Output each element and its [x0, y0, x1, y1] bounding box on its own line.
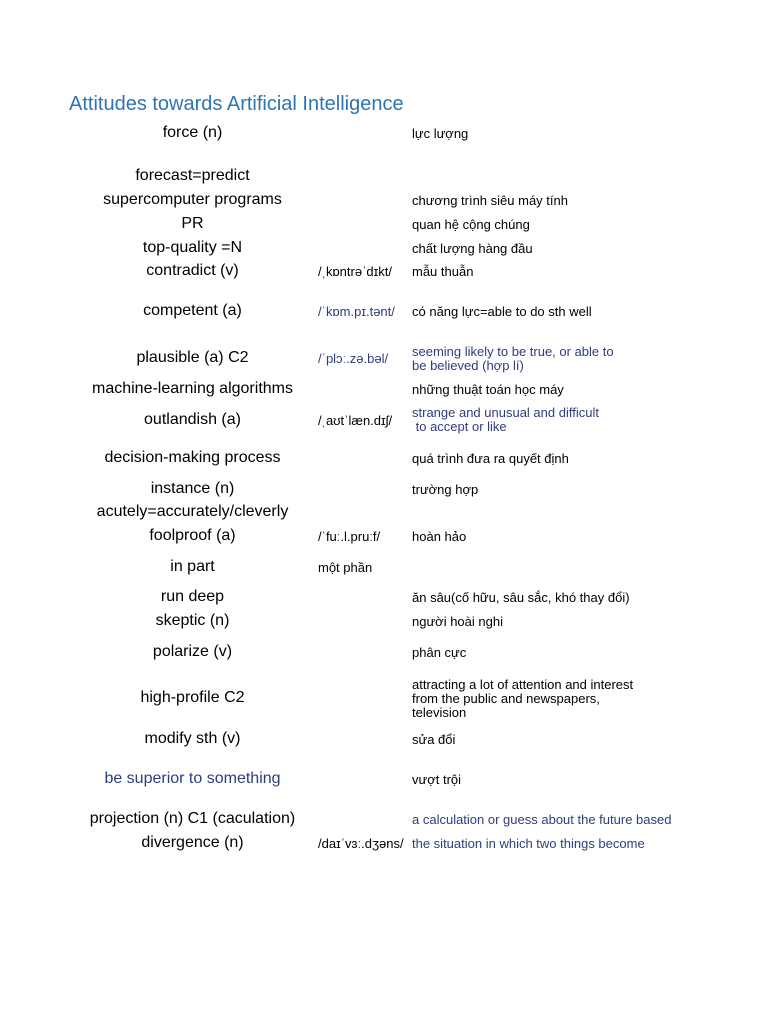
meaning: [412, 406, 643, 434]
meaning: [412, 530, 643, 544]
term: polarize (v): [152, 643, 233, 660]
phonetic: /ˈplɔː.zə.bəl/: [318, 351, 389, 366]
meaning-line: người hoài nghi: [412, 614, 503, 629]
phonetic: /ˌkɒntrəˈdɪkt/: [318, 264, 392, 279]
term: forecast=predict: [135, 167, 250, 184]
meaning-line: attracting a lot of attention and interest: [412, 677, 634, 692]
meaning-line: ăn sâu(cố hữu, sâu sắc, khó thay đổi): [412, 590, 630, 605]
meaning: [412, 265, 643, 279]
term: supercomputer programs: [103, 191, 282, 208]
meaning: [412, 127, 643, 141]
meaning: [412, 345, 643, 373]
meaning-line: the situation in which two things become: [412, 836, 645, 851]
meaning-line: strange and unusual and difficult: [412, 405, 599, 420]
meaning-line: quá trình đưa ra quyết định: [412, 451, 569, 466]
meaning: [412, 242, 643, 256]
term: instance (n): [150, 480, 235, 497]
phonetic: /daɪˈvɜː.dʒəns/: [318, 836, 404, 851]
term: divergence (n): [141, 834, 244, 851]
meaning: [412, 591, 643, 605]
term: projection (n) C1 (caculation): [89, 810, 296, 827]
meaning-line: phân cực: [412, 645, 467, 660]
meaning-line: những thuật toán học máy: [412, 382, 564, 397]
term: acutely=accurately/cleverly: [96, 503, 289, 520]
meaning-line: be believed (hợp lí): [412, 358, 524, 373]
term: contradict (v): [146, 262, 239, 279]
meaning-line: quan hệ cộng chúng: [412, 217, 530, 232]
meaning-line: hoàn hảo: [412, 529, 467, 544]
meaning: [412, 218, 643, 232]
term: outlandish (a): [144, 411, 241, 428]
meaning-line: có năng lực=able to do sth well: [412, 304, 592, 319]
meaning: [412, 483, 643, 497]
term: run deep: [160, 588, 225, 605]
meaning-line: vượt trội: [412, 772, 462, 787]
meaning: [412, 812, 672, 827]
meaning-line: lực lượng: [412, 126, 469, 141]
meaning-line: to accept or like: [412, 419, 507, 434]
meaning-line: from the public and newspapers,: [412, 691, 600, 706]
term: force (n): [162, 124, 223, 141]
term: plausible (a) C2: [136, 349, 249, 366]
phonetic: /ˈkɒm.pɪ.tənt/: [318, 304, 395, 319]
term: machine-learning algorithms: [92, 380, 293, 397]
meaning: [412, 305, 643, 319]
meaning-line: sửa đổi: [412, 732, 456, 747]
term: foolproof (a): [149, 527, 236, 544]
term: top-quality =N: [142, 239, 243, 256]
meaning: [412, 733, 643, 747]
term: modify sth (v): [144, 730, 241, 747]
meaning: [412, 194, 643, 208]
term: competent (a): [143, 302, 242, 319]
phonetic: một phần: [318, 560, 373, 575]
term: be superior to something: [104, 770, 281, 787]
meaning-line: chương trình siêu máy tính: [412, 193, 568, 208]
meaning: [412, 646, 643, 660]
meaning-line: a calculation or guess about the future based: [412, 812, 672, 827]
term: in part: [170, 558, 215, 575]
meaning: [412, 678, 643, 720]
term: decision-making process: [104, 449, 281, 466]
meaning: [412, 773, 643, 787]
meaning-line: television: [412, 705, 467, 720]
page-title: Attitudes towards Artificial Intelligence: [69, 93, 404, 115]
term: PR: [181, 215, 204, 232]
meaning: [412, 837, 643, 851]
meaning-line: seeming likely to be true, or able to: [412, 344, 614, 359]
meaning-line: chất lượng hàng đầu: [412, 241, 533, 256]
meaning-line: mẫu thuẫn: [412, 264, 474, 279]
meaning-line: trường hợp: [412, 482, 479, 497]
meaning: [412, 615, 643, 629]
term: high-profile C2: [140, 689, 245, 706]
meaning: [412, 452, 643, 466]
term: skeptic (n): [155, 612, 230, 629]
phonetic: /ˌaʊtˈlæn.dɪʃ/: [318, 413, 393, 428]
phonetic: /ˈfuː.l.pruːf/: [318, 529, 381, 544]
meaning: [412, 383, 643, 397]
